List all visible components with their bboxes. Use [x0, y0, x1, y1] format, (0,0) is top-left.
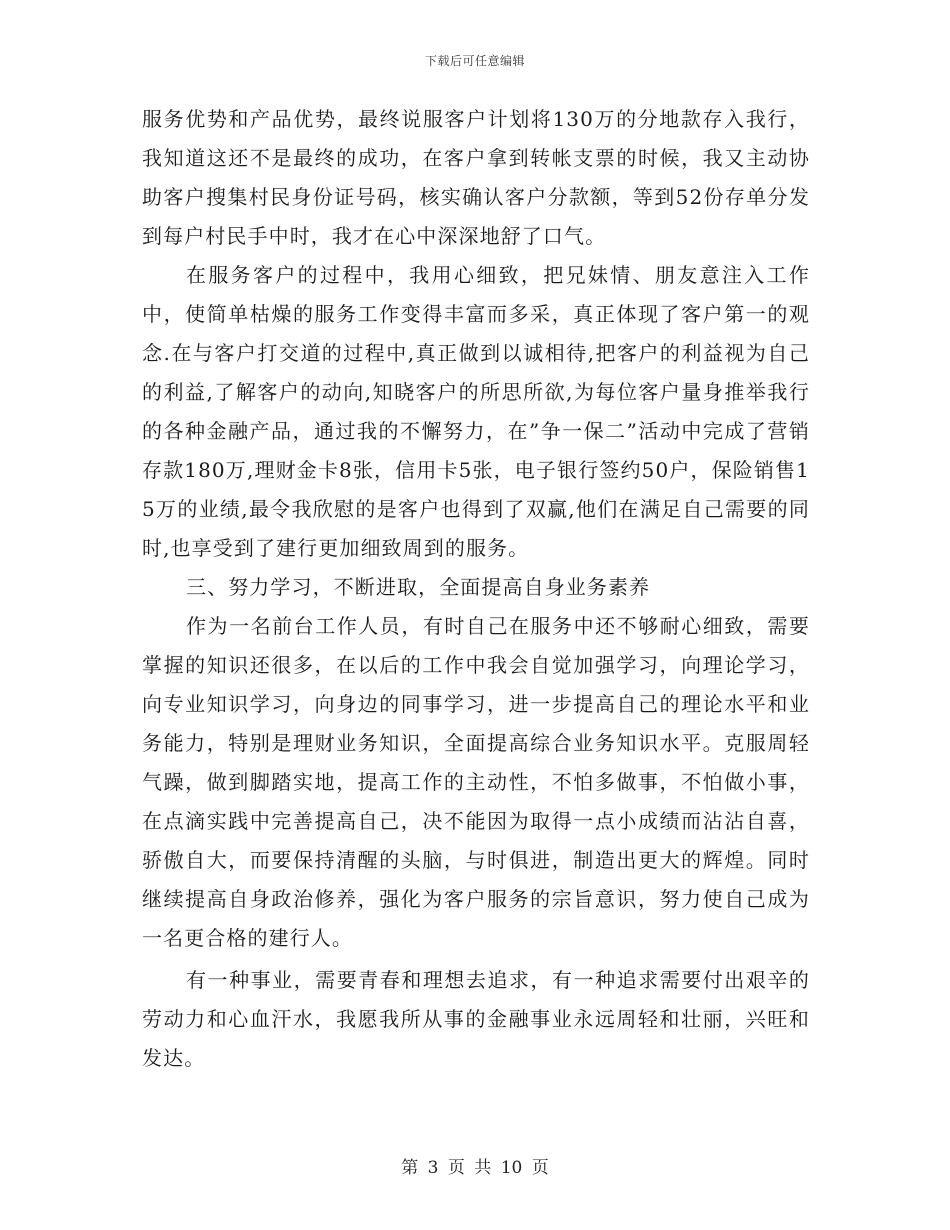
section-heading: 三、努力学习，不断进取，全面提高自身业务素养: [186, 575, 651, 599]
paragraph-continued: 服务优势和产品优势，最终说服客户计划将130万的分地款存入我行，我知道这还不是最终的成功，在客户拿到转帐支票的时候，我又主动协助客户搜集村民身份证号码，核实确认客户分款额，等到52份存单分发到每户村民手中时，我才在心中深深地舒了口气。: [142, 107, 810, 248]
page-footer: 第 3 页 共 10 页: [401, 1158, 549, 1178]
page-header: 下载后可任意编辑: [424, 54, 525, 68]
document-body: [142, 100, 810, 1078]
paragraph: 有一种事业，需要青春和理想去追求，有一种追求需要付出艰辛的劳动力和心血汗水，我愿我所从事的金融事业永远周轻和壮丽，兴旺和发达。: [142, 968, 810, 1070]
paragraph: 作为一名前台工作人员，有时自己在服务中还不够耐心细致，需要掌握的知识还很多，在以后的工作中我会自觉加强学习，向理论学习，向专业知识学习，向身边的同事学习，进一步提高自己的理论水平和业务能力，特别是理财业务知识，全面提高综合业务知识水平。克服周轻气躁，做到脚踏实地，提高工作的主动性，不怕多做事，不怕做小事，在点滴实践中完善提高自己，决不能因为取得一点小成绩而沾沾自喜，骄傲自大，而要保持清醒的头脑，与时俱进，制造出更大的辉煌。同时继续提高自身政治修养，强化为客户服务的宗旨意识，努力使自己成为一名更合格的建行人。: [142, 614, 810, 950]
paragraph: 在服务客户的过程中，我用心细致，把兄妹情、朋友意注入工作中，使简单枯燥的服务工作变得丰富而多采，真正体现了客户第一的观念.在与客户打交道的过程中,真正做到以诚相待,把客户的利益视为自己的利益,了解客户的动向,知晓客户的所思所欲,为每位客户量身推举我行的各种金融产品，通过我的不懈努力，在”争一保二”活动中完成了营销存款180万,理财金卡8张，信用卡5张，电子银行签约50户，保险销售15万的业绩,最令我欣慰的是客户也得到了双赢,他们在满足自己需要的同时,也享受到了建行更加细致周到的服务。: [142, 263, 810, 560]
